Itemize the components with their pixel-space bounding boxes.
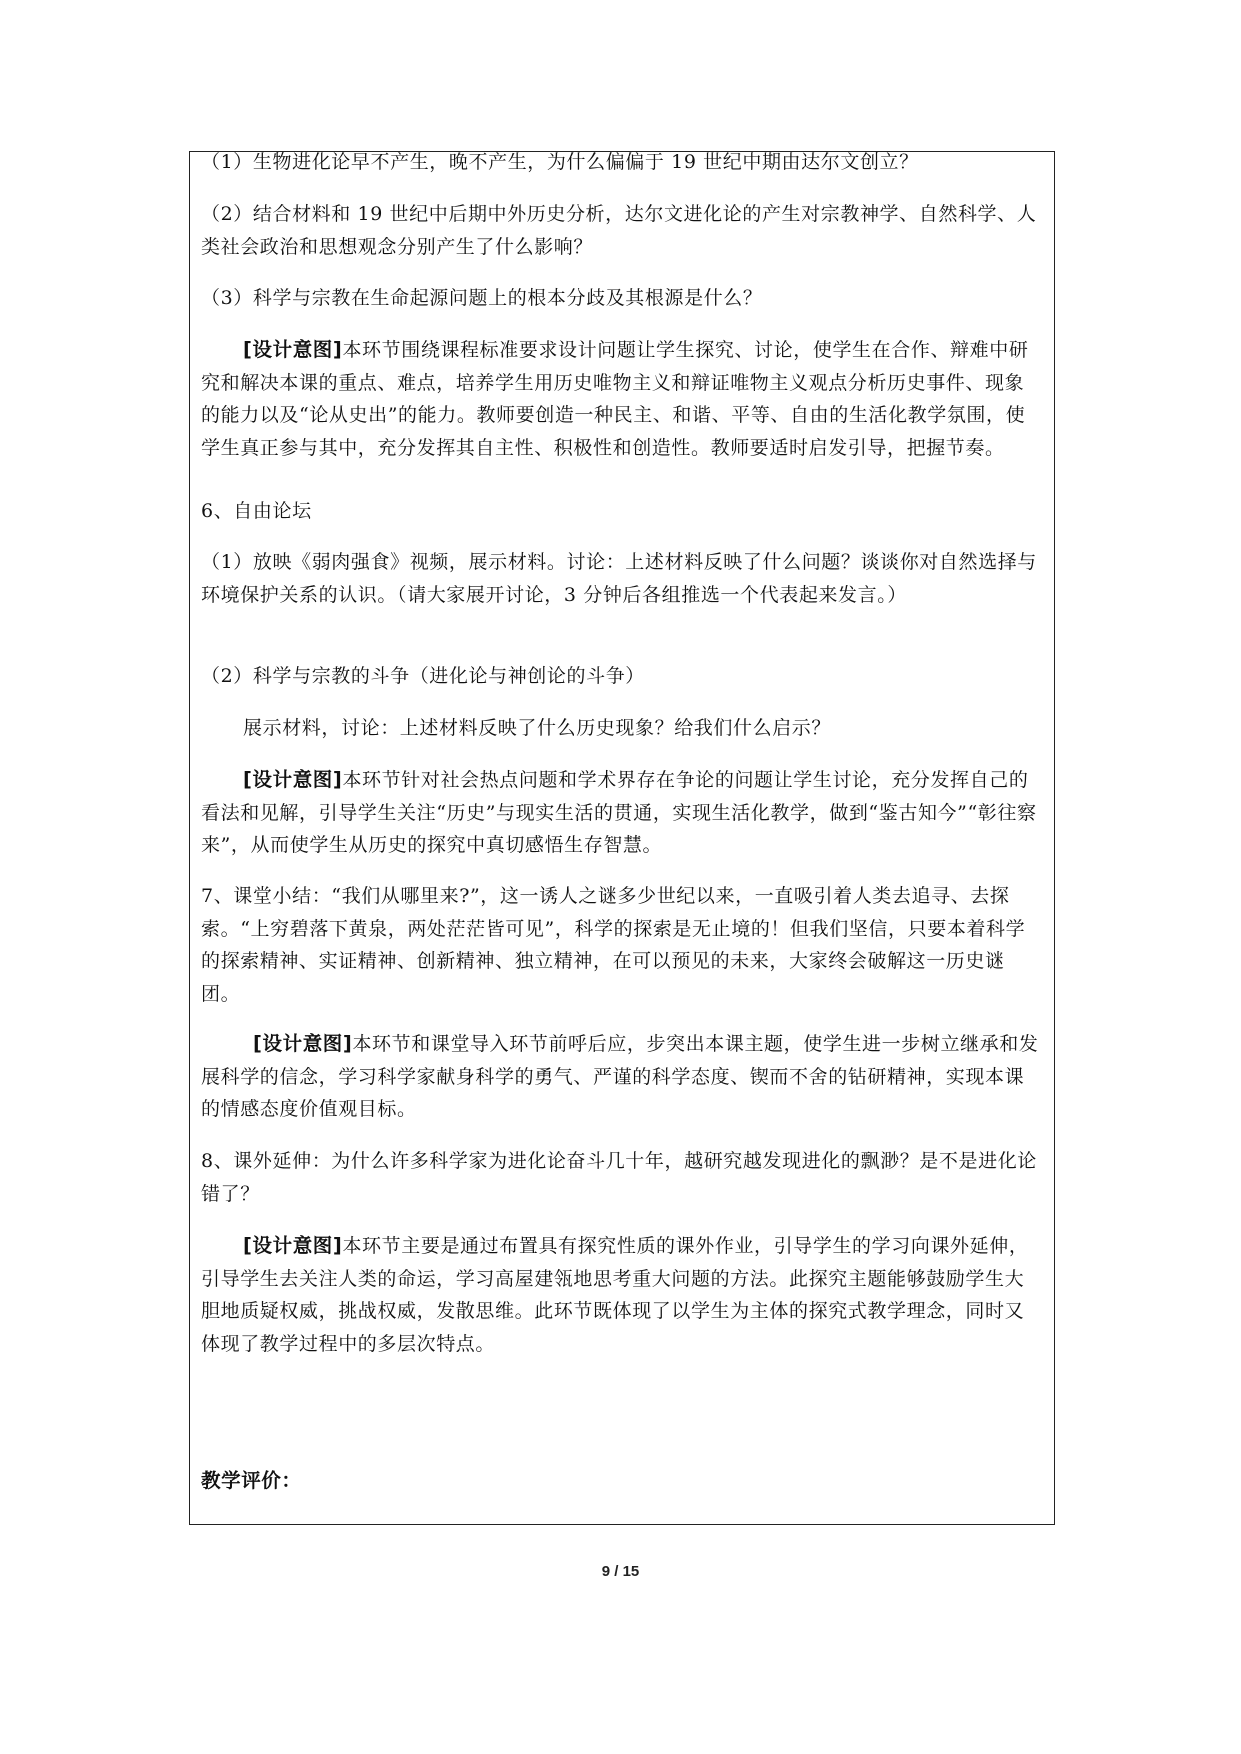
design-intent-text: 本环节围绕课程标准要求设计问题让学生探究、讨论，使学生在合作、辩难中研究和解决本课的重点、难点，培养学生用历史唯物主义和辩证唯物主义观点分析历史事件、现象的能力以及“论从史出”的能力。教师要创造一种民主、和谐、平等、自由的生活化教学氛围，使学生真正参与其中，充分发挥其自主性、积极性和创造性。教师要适时启发引导，把握节奏。 — [201, 339, 1029, 459]
design-intent-text: 本环节主要是通过布置具有探究性质的课外作业，引导学生的学习向课外延伸，引导学生去关注人类的命运，学习高屋建瓴地思考重大问题的方法。此探究主题能够鼓励学生大胆地质疑权威，挑战权威，发散思维。此环节既体现了以学生为主体的探究式教学理念，同时又体现了教学过程中的多层次特点。 — [201, 1235, 1029, 1355]
question-3: （3）科学与宗教在生命起源问题上的根本分歧及其根源是什么？ — [201, 287, 763, 309]
design-intent-3 — [201, 1028, 1039, 1126]
page-number: 9 / 15 — [601, 1563, 640, 1580]
section-6-heading: 6、自由论坛 — [201, 500, 312, 522]
forum-item-2-detail: 展示材料，讨论：上述材料反映了什么历史现象？给我们什么启示？ — [243, 717, 832, 739]
teaching-evaluation-label: 教学评价： — [201, 1469, 302, 1492]
design-intent-label: [设计意图] — [253, 1032, 353, 1055]
section-8-extension: 8、课外延伸：为什么许多科学家为进化论奋斗几十年，越研究越发现进化的飘渺？是不是进化论错了？ — [201, 1150, 1037, 1205]
forum-item-2: （2）科学与宗教的斗争（进化论与神创论的斗争） — [201, 665, 645, 687]
design-intent-label: [设计意图] — [243, 1234, 343, 1257]
design-intent-2 — [201, 764, 1039, 862]
design-intent-text: 本环节和课堂导入环节前呼后应，步突出本课主题，使学生进一步树立继承和发展科学的信念，学习科学家献身科学的勇气、严谨的科学态度、锲而不舍的钻研精神，实现本课的情感态度价值观目标。 — [201, 1033, 1039, 1120]
design-intent-text: 本环节针对社会热点问题和学术界存在争论的问题让学生讨论，充分发挥自己的看法和见解，引导学生关注“历史”与现实生活的贯通，实现生活化教学，做到“鉴古知今”“彰往察来”，从而使学生从历史的探究中真切感悟生存智慧。 — [201, 769, 1037, 856]
question-2: （2）结合材料和 19 世纪中后期中外历史分析，达尔文进化论的产生对宗教神学、自然科学、人类社会政治和思想观念分别产生了什么影响？ — [201, 203, 1037, 258]
design-intent-1 — [201, 334, 1039, 464]
design-intent-label: [设计意图] — [243, 338, 343, 361]
design-intent-label: [设计意图] — [243, 768, 343, 791]
design-intent-4 — [201, 1230, 1039, 1360]
question-1: （1）生物进化论早不产生，晚不产生，为什么偏偏于 19 世纪中期由达尔文创立？ — [201, 151, 919, 173]
section-7-summary: 7、课堂小结：“我们从哪里来?”，这一诱人之谜多少世纪以来，一直吸引着人类去追寻、去探索。“上穷碧落下黄泉，两处茫茫皆可见”，科学的探索是无止境的！但我们坚信，只要本着科学的探索精神、实证精神、创新精神、独立精神，在可以预见的未来，大家终会破解这一历史谜团。 — [201, 885, 1026, 1005]
forum-item-1: （1）放映《弱肉强食》视频，展示材料。讨论：上述材料反映了什么问题？谈谈你对自然选择与环境保护关系的认识。（请大家展开讨论，3 分钟后各组推选一个代表起来发言。） — [201, 551, 1037, 606]
